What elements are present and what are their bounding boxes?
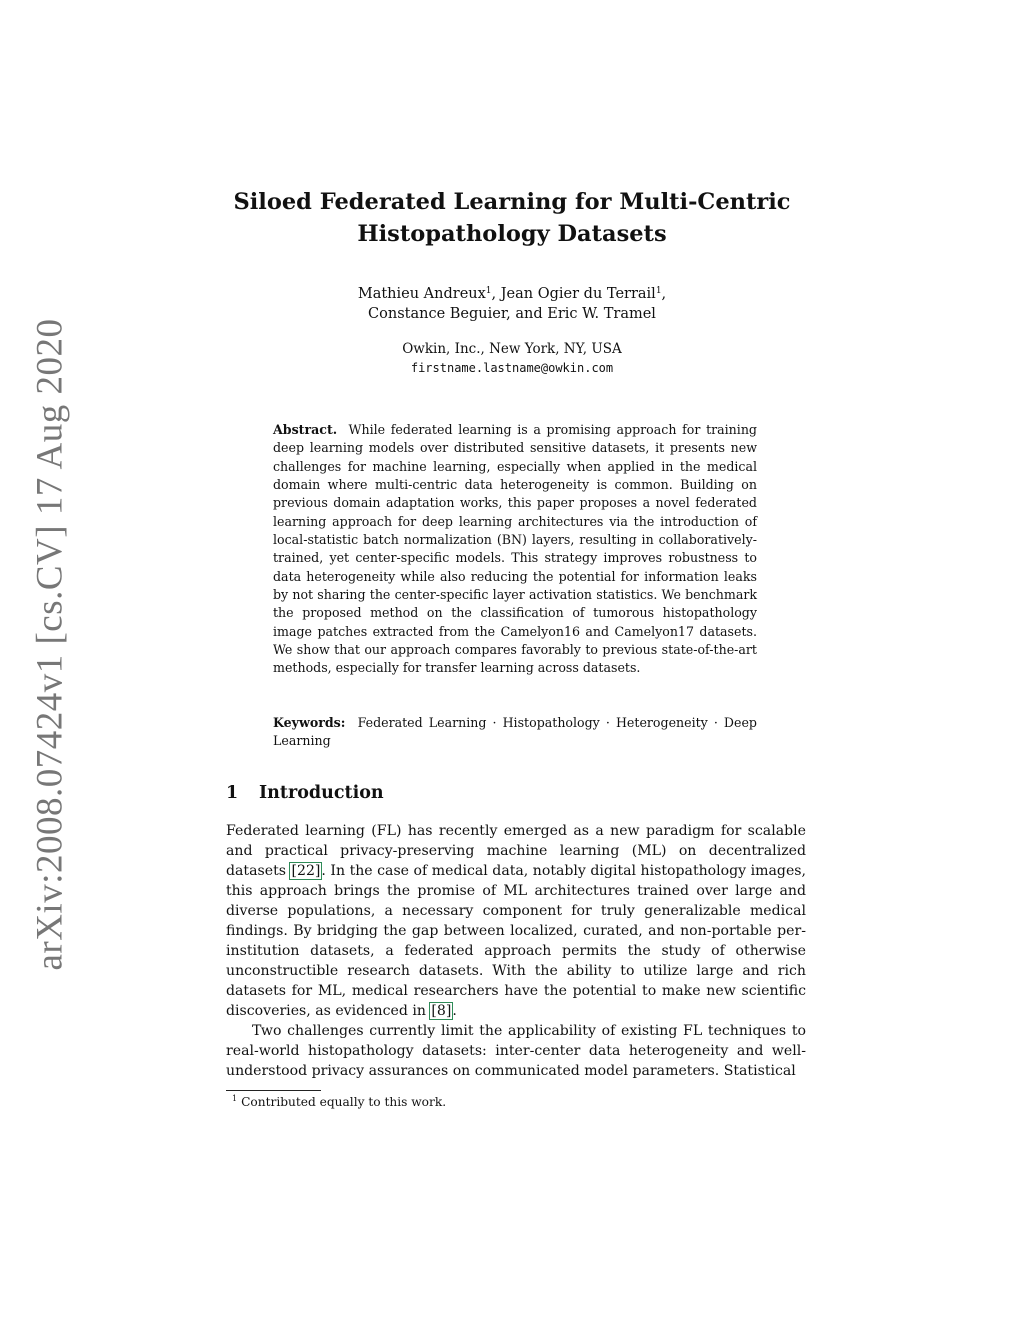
section-title: Introduction xyxy=(259,783,384,803)
paragraph-text: Federated learning (FL) has recently emerged as a new paradigm for scalable and practical privacy-preserving machine learning (ML) on decentralized datasets xyxy=(226,823,806,879)
title-line-2: Histopathology Datasets xyxy=(357,221,667,247)
abstract xyxy=(273,421,757,678)
citation-link[interactable]: [8] xyxy=(431,1002,452,1019)
authors-line-2: Constance Beguier, and Eric W. Tramel xyxy=(368,306,656,322)
contact-email: firstname.lastname@owkin.com xyxy=(410,361,614,375)
title-line-1: Siloed Federated Learning for Multi-Centric xyxy=(233,189,791,215)
author-name: , Jean Ogier du Terrail xyxy=(491,286,656,302)
intro-paragraph-1 xyxy=(226,822,806,1022)
section-heading xyxy=(226,783,384,803)
arxiv-id-text: arXiv:2008.07424v1 [cs.CV] 17 Aug 2020 xyxy=(29,317,71,971)
affiliation-marker: 1 xyxy=(655,286,662,296)
affiliation: Owkin, Inc., New York, NY, USA xyxy=(402,341,622,357)
arxiv-identifier-stamp xyxy=(26,317,74,971)
authors-separator: , xyxy=(661,286,667,302)
keywords-label: Keywords: xyxy=(273,715,346,730)
footnote-divider xyxy=(226,1090,321,1091)
keywords xyxy=(273,714,757,751)
affiliation-marker: 1 xyxy=(485,286,492,296)
author-name: Mathieu Andreux xyxy=(357,286,486,302)
footnote xyxy=(232,1095,446,1109)
author-list xyxy=(0,284,1024,324)
abstract-label: Abstract. xyxy=(273,422,338,437)
paragraph-text: . In the case of medical data, notably digital histopathology images, this approach brings the promise of ML architectures trained over large and diverse populations, a necessary component for truly generalizable medical findings. By bridging the gap between localized, curated, and non-portable per-institution datasets, a federated approach permits the study of otherwise unconstructible research datasets. With the ability to utilize large and rich datasets for ML, medical researchers have the potential to make new scientific discoveries, as evidenced in xyxy=(226,862,807,1019)
affiliation-block xyxy=(0,340,1024,378)
paper-title xyxy=(0,186,1024,250)
keywords-text: Federated Learning · Histopathology · Heterogeneity · Deep Learning xyxy=(273,715,757,749)
paragraph-text: . xyxy=(452,1002,457,1019)
intro-paragraph-2: Two challenges currently limit the applicability of existing FL techniques to real-world histopathology datasets: inter-center data heterogeneity and well-understood privacy assurances on communicated model parameters. Statistical xyxy=(226,1023,806,1079)
footnote-text: Contributed equally to this work. xyxy=(241,1095,447,1109)
authors-line-1 xyxy=(0,284,1024,304)
abstract-text: While federated learning is a promising approach for training deep learning models over distributed sensitive datasets, it presents new challenges for machine learning, especially when applied in the medical domain where multi-centric data heterogeneity is common. Building on previous domain adaptation works, this paper proposes a novel federated learning approach for deep learning architectures via the introduction of local-statistic batch normalization (BN) layers, resulting in collaboratively-trained, yet center-specific models. This strategy improves robustness to data heterogeneity while also reducing the potential for information leaks by not sharing the center-specific layer activation statistics. We benchmark the proposed method on the classification of tumorous histopathology image patches extracted from the Camelyon16 and Camelyon17 datasets. We show that our approach compares favorably to previous state-of-the-art methods, especially for transfer learning across datasets. xyxy=(273,422,757,676)
section-number: 1 xyxy=(226,783,239,803)
footnote-marker: 1 xyxy=(232,1094,238,1103)
citation-link[interactable]: [22] xyxy=(291,862,321,879)
